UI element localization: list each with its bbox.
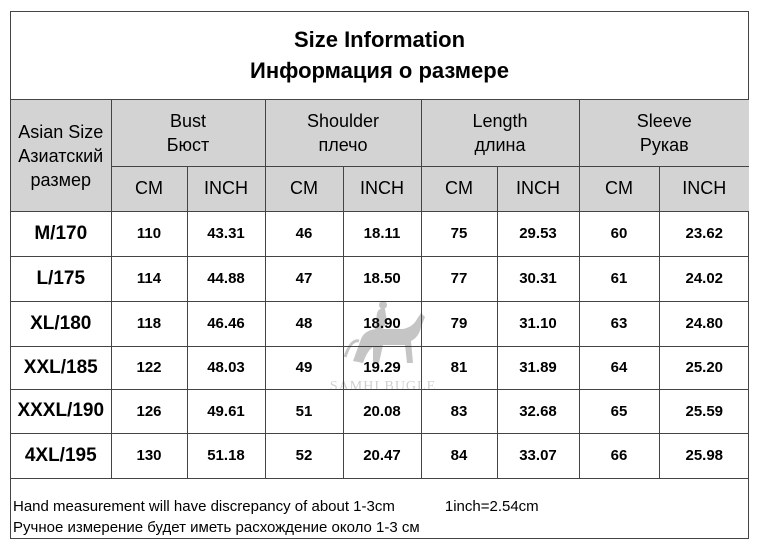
sleeve-en: Sleeve [636, 110, 692, 131]
size-label: M/170 [11, 211, 111, 256]
measurement-cell: 29.53 [497, 211, 579, 256]
measurement-cell: 49.61 [187, 389, 265, 433]
measurement-cell: 130 [111, 433, 187, 478]
size-header-en: Asian Size [18, 122, 104, 142]
unit-cm: CM [111, 166, 187, 211]
measurement-cell: 63 [579, 301, 659, 346]
size-chart [10, 11, 749, 539]
measurement-cell: 33.07 [497, 433, 579, 478]
measurement-cell: 24.80 [659, 301, 749, 346]
bust-header [111, 100, 265, 166]
unit-cm: CM [265, 166, 343, 211]
measurement-cell: 81 [421, 346, 497, 389]
measurement-cell: 110 [111, 211, 187, 256]
measurement-cell: 32.68 [497, 389, 579, 433]
measurement-cell: 65 [579, 389, 659, 433]
measurement-cell: 24.02 [659, 256, 749, 301]
measurement-cell: 48 [265, 301, 343, 346]
unit-header-row [11, 166, 749, 211]
measurement-cell: 25.98 [659, 433, 749, 478]
measurement-cell: 46 [265, 211, 343, 256]
bust-ru: Бюст [166, 134, 210, 155]
measurement-cell: 44.88 [187, 256, 265, 301]
measurement-cell: 43.31 [187, 211, 265, 256]
measurement-cell: 48.03 [187, 346, 265, 389]
unit-cm: CM [421, 166, 497, 211]
size-header-ru-2: размер [30, 170, 91, 190]
measurement-cell: 83 [421, 389, 497, 433]
measurement-cell: 46.46 [187, 301, 265, 346]
size-rows [11, 211, 749, 478]
chart-title [11, 12, 748, 100]
measurement-cell: 79 [421, 301, 497, 346]
size-label: XL/180 [11, 301, 111, 346]
measurement-note-en: Hand measurement will have discrepancy of about 1-3cm [13, 498, 395, 515]
conversion-note: 1inch=2.54cm [444, 498, 539, 515]
measurement-cell: 23.62 [659, 211, 749, 256]
measurement-cell: 64 [579, 346, 659, 389]
measurement-cell: 20.08 [343, 389, 421, 433]
measurement-cell: 52 [265, 433, 343, 478]
size-label: 4XL/195 [11, 433, 111, 478]
bust-en: Bust [169, 110, 207, 131]
measurement-cell: 18.11 [343, 211, 421, 256]
table-row [11, 346, 749, 389]
table-row [11, 256, 749, 301]
measurement-cell: 31.10 [497, 301, 579, 346]
unit-inch: INCH [187, 166, 265, 211]
measurement-cell: 20.47 [343, 433, 421, 478]
title-english: Size Information [293, 27, 466, 52]
length-header [421, 100, 579, 166]
measurement-cell: 75 [421, 211, 497, 256]
measurement-cell: 114 [111, 256, 187, 301]
title-russian: Информация о размере [250, 58, 509, 83]
footer-notes [13, 496, 539, 538]
table-row [11, 211, 749, 256]
measurement-cell: 31.89 [497, 346, 579, 389]
length-ru: длина [474, 134, 526, 155]
measurement-note-ru: Ручное измерение будет иметь расхождение около 1-3 см [13, 519, 420, 536]
unit-inch: INCH [659, 166, 749, 211]
measurement-cell: 18.50 [343, 256, 421, 301]
measurement-cell: 49 [265, 346, 343, 389]
watermark-text: SAMHI BUGLE [329, 379, 437, 394]
unit-inch: INCH [497, 166, 579, 211]
measurement-cell: 51 [265, 389, 343, 433]
measurement-cell: 19.29 [343, 346, 421, 389]
size-label: XXL/185 [11, 346, 111, 389]
measurement-cell: 60 [579, 211, 659, 256]
measurement-cell: 61 [579, 256, 659, 301]
size-table [11, 100, 749, 479]
shoulder-en: Shoulder [306, 110, 380, 131]
measurement-cell: 66 [579, 433, 659, 478]
measurement-cell: 84 [421, 433, 497, 478]
table-row [11, 389, 749, 433]
measure-header-row [11, 100, 749, 166]
size-label: L/175 [11, 256, 111, 301]
unit-inch: INCH [343, 166, 421, 211]
measurement-cell: 30.31 [497, 256, 579, 301]
shoulder-header [265, 100, 421, 166]
table-row [11, 433, 749, 478]
measurement-cell: 25.59 [659, 389, 749, 433]
size-column-header [11, 100, 111, 211]
table-row [11, 301, 749, 346]
measurement-cell: 18.90 [343, 301, 421, 346]
measurement-cell: 118 [111, 301, 187, 346]
measurement-cell: 77 [421, 256, 497, 301]
measurement-cell: 25.20 [659, 346, 749, 389]
sleeve-ru: Рукав [639, 134, 689, 155]
sleeve-header [579, 100, 749, 166]
measurement-cell: 122 [111, 346, 187, 389]
shoulder-ru: плечо [318, 134, 368, 155]
measurement-cell: 47 [265, 256, 343, 301]
unit-cm: CM [579, 166, 659, 211]
measurement-cell: 51.18 [187, 433, 265, 478]
measurement-cell: 126 [111, 389, 187, 433]
size-header-ru: Азиатский [18, 146, 104, 166]
length-en: Length [472, 110, 528, 131]
size-label: XXXL/190 [11, 389, 111, 433]
